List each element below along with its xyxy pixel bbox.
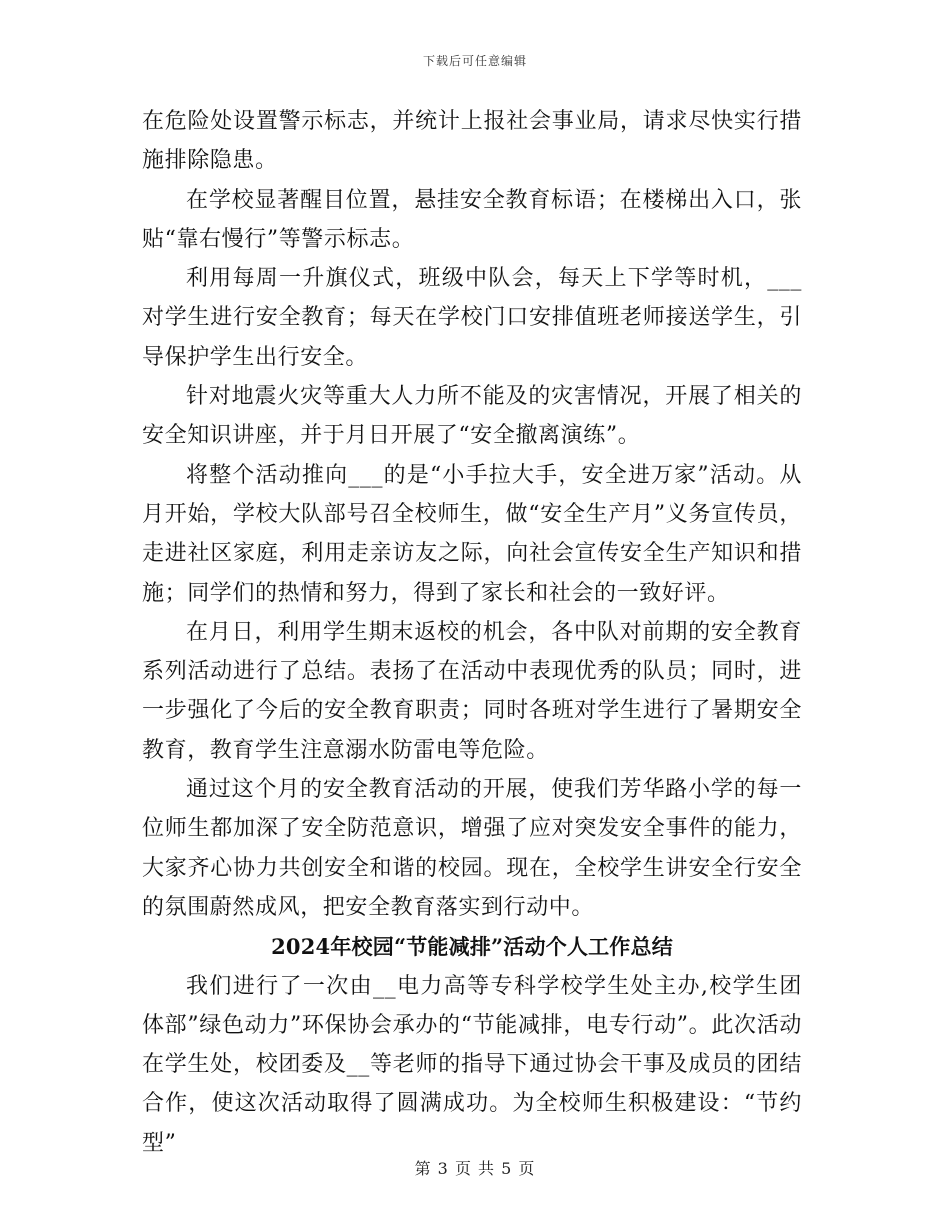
paragraph-flag-ceremony: 利用每周一升旗仪式，班级中队会，每天上下学等时机，___对学生进行安全教育；每天在学校门口安排值班老师接送学生，引导保护学生出行安全。 [142, 266, 802, 370]
page-header-note: 下载后可任意编辑 [422, 54, 527, 68]
paragraph-family-campaign: 将整个活动推向___的是“小手拉大手，安全进万家”活动。从月开始，学校大队部号召全校师生，做“安全生产月”义务宣传员，走进社区家庭，利用走亲访友之际，向社会宣传安全生产知识和措施；同学们的热情和努力，得到了家长和社会的一致好评。 [142, 462, 802, 606]
paragraph-hazard-signs: 在危险处设置警示标志，并统计上报社会事业局，请求尽快实行措施排除隐患。 [142, 109, 802, 174]
paragraph-conclusion: 通过这个月的安全教育活动的开展，使我们芳华路小学的每一位师生都加深了安全防范意识，增强了应对突发安全事件的能力，大家齐心协力共创安全和谐的校园。现在，全校学生讲安全行安全的氛围蔚然成风，把安全教育落实到行动中。 [142, 777, 802, 920]
page-number: 第 3 页 共 5 页 [414, 1159, 536, 1178]
paragraph-term-summary: 在月日，利用学生期末返校的机会，各中队对前期的安全教育系列活动进行了总结。表扬了在活动中表现优秀的队员；同时，进一步强化了今后的安全教育职责；同时各班对学生进行了暑期安全教育，教育学生注意溺水防雷电等危险。 [142, 619, 802, 763]
document-body [142, 102, 802, 1163]
paragraph-disaster-drill: 针对地震火灾等重大人力所不能及的灾害情况，开展了相关的安全知识讲座，并于月日开展了“安全撤离演练”。 [142, 384, 802, 449]
paragraph-safety-slogans: 在学校显著醒目位置，悬挂安全教育标语；在楼梯出入口，张贴“靠右慢行”等警示标志。 [142, 187, 802, 252]
paragraph-energy-activity: 我们进行了一次由__电力高等专科学校学生处主办,校学生团体部”绿色动力”环保协会承办的“节能减排，电专行动”。此次活动在学生处，校团委及__等老师的指导下通过协会干事及成员的团结合作，使这次活动取得了圆满成功。为全校师生积极建设：“节约型” [142, 973, 802, 1156]
section-title: 2024年校园“节能减排”活动个人工作总结 [271, 934, 673, 960]
